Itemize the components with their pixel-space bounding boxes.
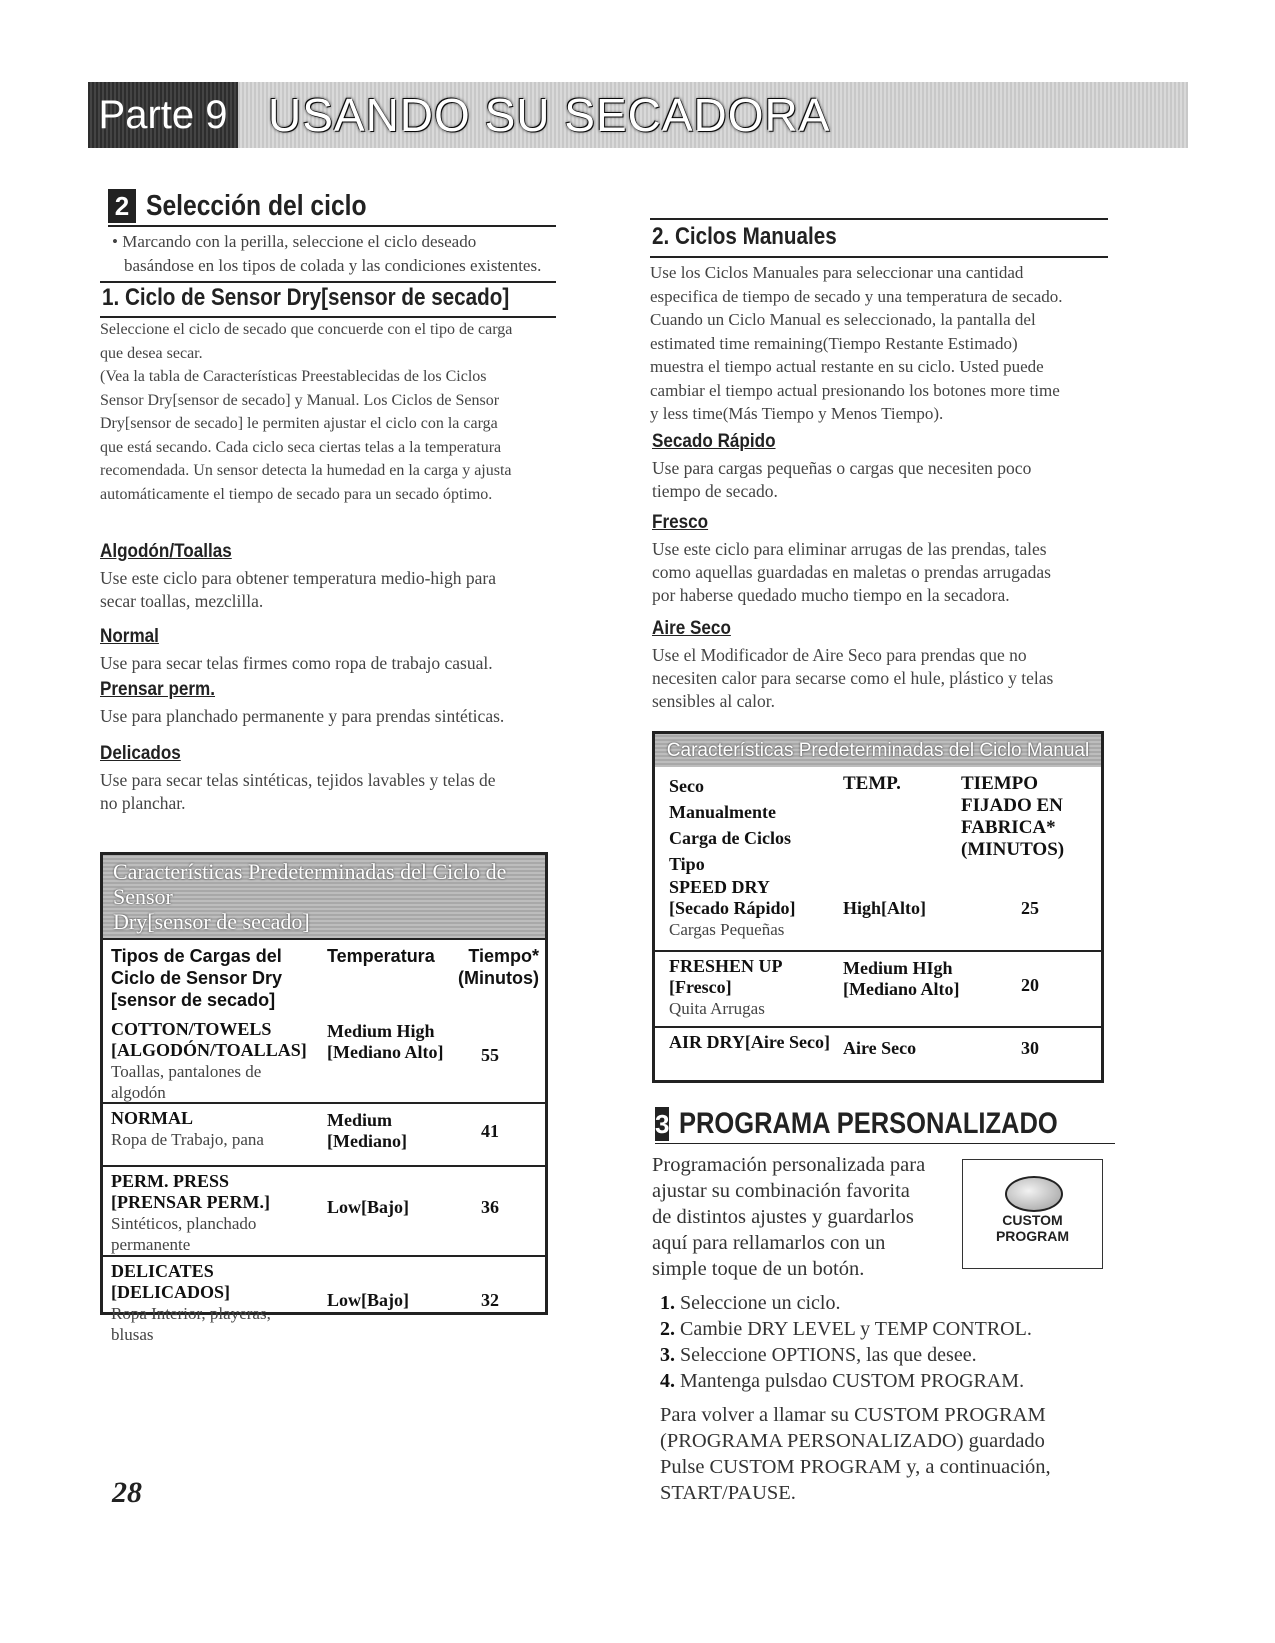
- header-line: Tipos de Cargas del: [111, 946, 282, 966]
- body-line: simple toque de un botón.: [652, 1258, 865, 1280]
- description-line: no planchar.: [100, 793, 186, 813]
- header-line: Ciclo de Sensor Dry: [111, 968, 283, 988]
- cycle-name: Algodón/Toallas: [100, 541, 232, 562]
- body-line: (PROGRAMA PERSONALIZADO) guardado: [660, 1430, 1045, 1452]
- description-line: por haberse quedado mucho tiempo en la secadora.: [652, 585, 1010, 605]
- description-line: secar toallas, mezclilla.: [100, 591, 264, 611]
- temperature-value: Low[Bajo]: [327, 1289, 409, 1310]
- header-line: [sensor de secado]: [111, 990, 276, 1010]
- step-number: 4.: [660, 1370, 675, 1392]
- body-line: Use los Ciclos Manuales para seleccionar una cantidad: [650, 263, 1024, 282]
- button-label-line: PROGRAM: [995, 1228, 1070, 1244]
- body-line: Pulse CUSTOM PROGRAM y, a continuación,: [660, 1456, 1051, 1478]
- load-type-name: [ALGODÓN/TOALLAS]: [111, 1040, 307, 1060]
- divider: [650, 256, 1108, 258]
- header-line: FIJADO EN: [961, 795, 1063, 816]
- cycle-description: [100, 652, 570, 675]
- body-line: recomendada. Un sensor detecta la humedad en la carga y ajusta: [100, 462, 512, 479]
- description-line: Use para planchado permanente y para prendas sintéticas.: [100, 706, 505, 726]
- table-row: [103, 1255, 545, 1350]
- cell-load-type: [669, 1032, 830, 1053]
- body-line: estimated time remaining(Tiempo Restante Estimado): [650, 333, 1018, 353]
- load-type-name: [DELICADOS]: [111, 1282, 231, 1302]
- cycle-description: [100, 567, 570, 613]
- load-type-name: SPEED DRY: [669, 877, 770, 897]
- header-line: FABRICA*: [961, 817, 1056, 838]
- description-line: sensibles al calor.: [652, 691, 775, 711]
- caption-line: Características Predeterminadas del Ciclo de Sensor: [113, 859, 507, 909]
- table-row: [103, 1102, 545, 1165]
- section-3-header: [655, 1105, 1115, 1144]
- body-line: y less time(Más Tiempo y Menos Tiempo).: [650, 404, 944, 423]
- custom-program-recall: [660, 1402, 1100, 1506]
- custom-program-intro: [652, 1152, 952, 1282]
- load-type-note: blusas: [111, 1325, 154, 1344]
- cell-temperature: [327, 1197, 409, 1218]
- load-type-name: AIR DRY[Aire Seco]: [669, 1032, 830, 1052]
- header-line: (Minutos): [458, 968, 539, 988]
- load-type-name: NORMAL: [111, 1108, 193, 1128]
- load-type-note: Toallas, pantalones de: [111, 1062, 262, 1081]
- temperature-value: [Mediano Alto]: [843, 979, 960, 999]
- body-line: START/PAUSE.: [660, 1482, 796, 1504]
- header-time: [961, 773, 1064, 861]
- cycle-description: [652, 457, 1122, 503]
- step-number: 3.: [660, 1344, 675, 1366]
- intro-line: basándose en los tipos de colada y las condiciones existentes.: [124, 255, 542, 275]
- temperature-value: Medium: [327, 1110, 392, 1130]
- section-title: Selección del ciclo: [146, 190, 367, 222]
- load-type-name: DELICATES: [111, 1261, 214, 1281]
- load-type-name: [Secado Rápido]: [669, 898, 796, 918]
- sensor-cycle-heading: 1. Ciclo de Sensor Dry[sensor de secado]: [102, 284, 510, 311]
- divider: [650, 218, 1108, 220]
- header-line: Tipo: [669, 854, 705, 874]
- body-line: Programación personalizada para: [652, 1154, 926, 1176]
- description-line: tiempo de secado.: [652, 481, 778, 501]
- temperature-value: [Mediano]: [327, 1131, 407, 1151]
- table-row: [655, 950, 1101, 1026]
- section-2-header: [108, 187, 556, 227]
- load-type-note: Quita Arrugas: [669, 999, 765, 1018]
- temperature-value: Low[Bajo]: [327, 1197, 409, 1217]
- manual-cycle-table: [652, 731, 1104, 1083]
- sensor-cycle-table: [100, 852, 548, 1344]
- description-line: Use para secar telas sintéticas, tejidos lavables y telas de: [100, 770, 496, 790]
- manual-cycle-heading: 2. Ciclos Manuales: [652, 223, 837, 250]
- load-type-note: Cargas Pequeñas: [669, 920, 785, 939]
- cell-load-type: [669, 877, 796, 940]
- cell-time: 30: [1021, 1038, 1039, 1058]
- page-number: 28: [112, 1476, 142, 1509]
- header-line: TIEMPO: [961, 773, 1039, 794]
- cell-load-type: [111, 1019, 307, 1103]
- sensor-table-body: [103, 1015, 545, 1350]
- step-number: 1.: [660, 1292, 675, 1314]
- header-line: Tiempo*: [468, 946, 539, 966]
- step-item: [660, 1344, 977, 1367]
- load-type-note: Sintéticos, planchado: [111, 1214, 257, 1233]
- step-text: Mantenga pulsdao CUSTOM PROGRAM.: [680, 1370, 1025, 1392]
- cell-temperature: [843, 898, 926, 919]
- body-line: especifica de tiempo de secado y una temperatura de secado.: [650, 286, 1063, 306]
- temperature-value: High[Alto]: [843, 897, 926, 918]
- step-item: [660, 1292, 841, 1315]
- custom-program-button-label: [963, 1212, 1102, 1244]
- step-text: Seleccione OPTIONS, las que desee.: [680, 1344, 977, 1366]
- step-item: [660, 1318, 1032, 1341]
- description-line: Use el Modificador de Aire Seco para prendas que no: [652, 645, 1027, 665]
- part-badge: Parte 9: [88, 82, 238, 148]
- section-intro: [112, 230, 562, 277]
- description-line: necesiten calor para secarse como el hule, plástico y telas: [652, 668, 1054, 688]
- description-line: Use para secar telas firmes como ropa de trabajo casual.: [100, 653, 493, 673]
- body-line: automáticamente el tiempo de secado para un secado óptimo.: [100, 485, 493, 503]
- manual-table-body: [655, 873, 1101, 1076]
- header-line: Seco: [669, 776, 704, 796]
- header-line: (MINUTOS): [961, 839, 1065, 860]
- cycle-description: [652, 644, 1122, 713]
- body-line: Dry[sensor de secado] le permiten ajustar el ciclo con la carga: [100, 415, 498, 432]
- temperature-value: [Mediano Alto]: [327, 1042, 444, 1062]
- load-type-note: permanente: [111, 1235, 191, 1254]
- table-row: [103, 1165, 545, 1255]
- table-caption: [103, 855, 545, 938]
- cycle-name: Aire Seco: [652, 618, 731, 639]
- cycle-name: Fresco: [652, 512, 709, 533]
- cell-load-type: [669, 956, 783, 1019]
- step-text: Seleccione un ciclo.: [680, 1292, 841, 1314]
- cycle-description: [100, 705, 570, 728]
- load-type-note: algodón: [111, 1083, 166, 1102]
- cell-load-type: [111, 1261, 271, 1345]
- sensor-cycle-body: [100, 318, 560, 506]
- body-line: Para volver a llamar su CUSTOM PROGRAM: [660, 1404, 1046, 1426]
- body-line: Seleccione el ciclo de secado que concuerde con el tipo de carga: [100, 321, 513, 338]
- table-row: [655, 873, 1101, 950]
- body-line: de distintos ajustes y guardarlos: [652, 1206, 914, 1228]
- cycle-name: Prensar perm.: [100, 679, 216, 700]
- manual-cycle-body: [650, 261, 1110, 426]
- table-row: [655, 1026, 1101, 1076]
- load-type-name: COTTON/TOWELS: [111, 1019, 272, 1039]
- body-line: Cuando un Ciclo Manual es seleccionado, la pantalla del: [650, 310, 1036, 329]
- body-line: ajustar su combinación favorita: [652, 1180, 910, 1202]
- cycle-description: [100, 769, 570, 815]
- description-line: Use para cargas pequeñas o cargas que necesiten poco: [652, 458, 1032, 478]
- cycle-description: [652, 538, 1122, 607]
- step-text: Cambie DRY LEVEL y TEMP CONTROL.: [680, 1318, 1032, 1340]
- cycle-name: Secado Rápido: [652, 431, 776, 452]
- part-header-banner: [88, 82, 1188, 148]
- section-number: 3: [655, 1109, 670, 1139]
- cell-temperature: [327, 1290, 409, 1311]
- custom-program-button-icon: [1005, 1176, 1063, 1212]
- load-type-note: Ropa Interior, playeras,: [111, 1304, 271, 1323]
- body-line: (Vea la tabla de Características Preestablecidas de los Ciclos: [100, 368, 487, 385]
- body-line: que está secando. Cada ciclo seca ciertas telas a la temperatura: [100, 438, 502, 456]
- button-label-line: CUSTOM: [1002, 1212, 1063, 1228]
- header-load-type: [111, 945, 282, 1011]
- custom-program-button-illustration: [962, 1159, 1103, 1269]
- cell-time: 36: [481, 1197, 499, 1217]
- table-caption: Características Predeterminadas del Ciclo Manual: [655, 734, 1101, 767]
- cell-load-type: [111, 1171, 270, 1255]
- cycle-name: Normal: [100, 626, 159, 647]
- header-temp: TEMP.: [843, 773, 901, 794]
- load-type-name: [Fresco]: [669, 977, 732, 997]
- table-row: [103, 1015, 545, 1102]
- cycle-name: Delicados: [100, 743, 181, 764]
- load-type-name: PERM. PRESS: [111, 1171, 230, 1191]
- cell-temperature: [843, 1038, 916, 1059]
- description-line: Use este ciclo para eliminar arrugas de las prendas, tales: [652, 539, 1047, 559]
- cell-time: 20: [1021, 975, 1039, 995]
- header-line: Carga de Ciclos: [669, 828, 791, 848]
- caption-line: Dry[sensor de secado]: [113, 909, 310, 934]
- header-load-type: [669, 773, 791, 877]
- table-header-row: [103, 938, 545, 1015]
- cell-temperature: [843, 958, 960, 1000]
- header-line: Manualmente: [669, 802, 776, 822]
- body-line: cambiar el tiempo actual presionando los botones more time: [650, 380, 1060, 400]
- temperature-value: Aire Seco: [843, 1038, 917, 1058]
- intro-line: • Marcando con la perilla, seleccione el ciclo deseado: [112, 232, 477, 251]
- divider: [100, 281, 556, 283]
- temperature-value: Medium HIgh: [843, 958, 953, 978]
- body-line: Sensor Dry[sensor de secado] y Manual. Los Ciclos de Sensor: [100, 391, 500, 409]
- header-time: [449, 945, 539, 989]
- cell-time: 32: [481, 1289, 499, 1310]
- temperature-value: Medium High: [327, 1021, 435, 1041]
- section-title: PROGRAMA PERSONALIZADO: [679, 1107, 1059, 1140]
- cell-time: 55: [481, 1044, 499, 1065]
- cell-time: 41: [481, 1120, 499, 1141]
- description-line: como aquellas guardadas en maletas o prendas arrugadas: [652, 562, 1051, 582]
- section-number: 2: [108, 189, 136, 223]
- header-temperature: Temperatura: [327, 946, 435, 966]
- chapter-title: USANDO SU SECADORA: [268, 89, 831, 141]
- load-type-note: Ropa de Trabajo, pana: [111, 1130, 264, 1149]
- description-line: Use este ciclo para obtener temperatura medio-high para: [100, 568, 496, 588]
- body-line: muestra el tiempo actual restante en su ciclo. Usted puede: [650, 357, 1044, 376]
- load-type-name: [PRENSAR PERM.]: [111, 1192, 270, 1212]
- cell-time: 25: [1021, 897, 1039, 918]
- body-line: que desea secar.: [100, 344, 203, 362]
- step-item: [660, 1370, 1024, 1393]
- cell-temperature: [327, 1110, 407, 1152]
- table-header-row: [655, 767, 1101, 873]
- step-number: 2.: [660, 1318, 675, 1340]
- body-line: aquí para rellamarlos con un: [652, 1232, 886, 1254]
- cell-temperature: [327, 1021, 444, 1063]
- load-type-name: FRESHEN UP: [669, 956, 783, 976]
- cell-load-type: [111, 1108, 264, 1150]
